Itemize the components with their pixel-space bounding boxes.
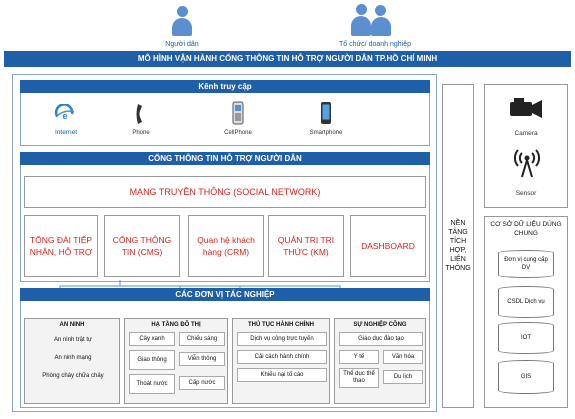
cms-module: CỔNG THÔNG TIN (CMS) bbox=[104, 215, 180, 277]
urban-item: Cây xanh bbox=[129, 332, 175, 346]
security-item: Phòng cháy chữa cháy bbox=[42, 372, 104, 379]
smartphone-icon bbox=[320, 101, 332, 125]
internet-icon bbox=[54, 104, 76, 124]
admin-item: Cải cách hành chính bbox=[237, 350, 327, 364]
db-iot: IOT bbox=[498, 322, 554, 354]
unit-admin-title: THỦ TỤC HÀNH CHÍNH bbox=[248, 322, 314, 328]
unit-urban-infrastructure bbox=[124, 318, 228, 404]
unit-urban-title: HẠ TẦNG ĐÔ THỊ bbox=[151, 322, 201, 328]
unit-public-service bbox=[334, 318, 426, 404]
dashboard-module: DASHBOARD bbox=[350, 215, 426, 277]
phone-icon bbox=[135, 103, 147, 125]
phone-label: Phone bbox=[132, 130, 150, 136]
integration-platform: NỀN TẢNG TÍCH HỢP, LIÊN THÔNG bbox=[442, 84, 474, 408]
unit-security bbox=[24, 318, 120, 404]
units-title: CÁC ĐƠN VỊ TÁC NGHIỆP bbox=[20, 288, 430, 301]
sensor-icon bbox=[512, 144, 542, 178]
urban-item: Thoát nước bbox=[129, 374, 175, 394]
citizen-label: Người dân bbox=[165, 41, 199, 48]
internet-label: Internet bbox=[54, 129, 78, 136]
public-item: Du lịch bbox=[383, 370, 423, 384]
call-center-module: TỔNG ĐÀI TIẾP NHẬN, HỖ TRỢ bbox=[24, 215, 98, 277]
public-item: Giáo dục đào tạo bbox=[339, 332, 423, 346]
db-provider: Đơn vị cung cấp DV bbox=[498, 250, 554, 278]
cellphone-icon bbox=[232, 101, 244, 125]
unit-security-title: AN NINH bbox=[59, 322, 85, 328]
main-title: MÔ HÌNH VẬN HÀNH CỔNG THÔNG TIN HỖ TRỢ NGƯỜI DÂN TP.HỒ CHÍ MINH bbox=[4, 51, 571, 67]
public-item: Văn hóa bbox=[383, 350, 423, 364]
social-network-box: MẠNG TRUYỀN THÔNG (SOCIAL NETWORK) bbox=[24, 176, 426, 208]
admin-item: Dịch vụ công trực tuyến bbox=[237, 332, 327, 346]
km-module: QUẢN TRỊ TRI THỨC (KM) bbox=[268, 215, 344, 277]
cellphone-label: CellPhone bbox=[224, 130, 252, 136]
organization-icon bbox=[350, 4, 394, 36]
database-title: CƠ SỞ DỮ LIỆU DÙNG CHUNG bbox=[490, 221, 562, 237]
urban-item: Giao thông bbox=[129, 350, 175, 370]
unit-admin-procedures bbox=[232, 318, 330, 404]
camera-icon bbox=[508, 96, 544, 120]
camera-label: Camera bbox=[514, 130, 538, 137]
security-item: An ninh mạng bbox=[54, 354, 92, 361]
unit-public-title: SỰ NGHIỆP CÔNG bbox=[353, 322, 407, 328]
urban-item: Viễn thông bbox=[179, 352, 225, 366]
urban-item: Chiếu sáng bbox=[179, 332, 225, 346]
citizen-icon bbox=[170, 6, 194, 36]
db-services: CSDL Dịch vụ bbox=[498, 286, 554, 318]
urban-item: Cấp nước bbox=[179, 376, 225, 390]
security-item: An ninh trật tự bbox=[53, 336, 93, 343]
sensor-label: Sensor bbox=[515, 190, 537, 197]
organization-label: Tổ chức/ doanh nghiệp bbox=[338, 41, 411, 48]
portal-title: CỔNG THÔNG TIN HỖ TRỢ NGƯỜI DÂN bbox=[20, 152, 430, 165]
db-gis: GIS bbox=[498, 360, 554, 394]
admin-item: Khiếu nại tố cáo bbox=[237, 368, 327, 382]
public-item: Thể dục thể thao bbox=[339, 368, 379, 388]
public-item: Y tế bbox=[339, 350, 379, 364]
crm-module: Quan hệ khách hàng (CRM) bbox=[188, 215, 264, 277]
svg-text:e: e bbox=[62, 111, 68, 121]
access-channel-title: Kênh truy cập bbox=[20, 80, 430, 93]
smartphone-label: Smartphone bbox=[309, 130, 343, 136]
